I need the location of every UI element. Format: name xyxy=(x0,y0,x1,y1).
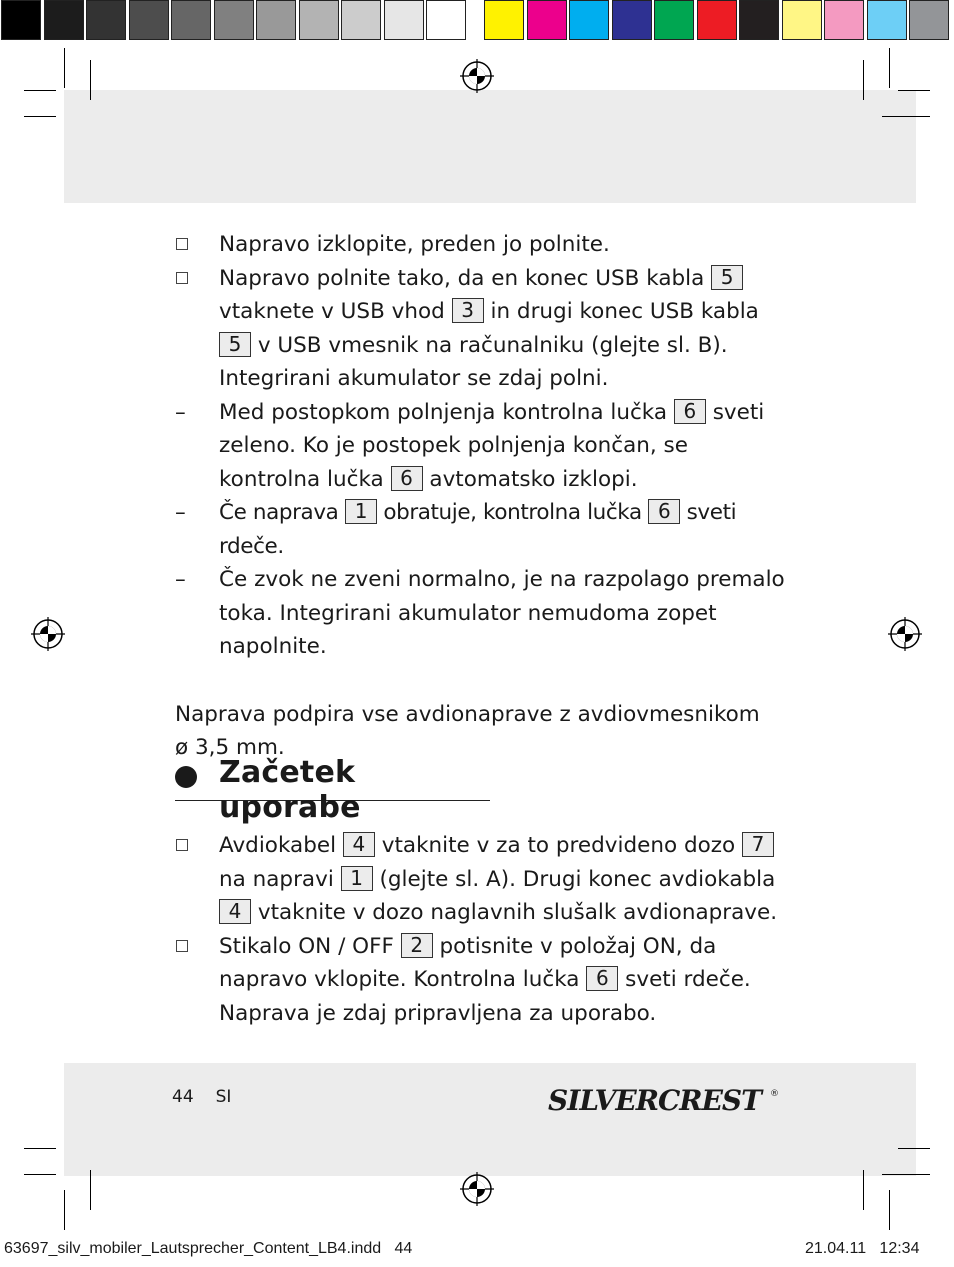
color-swatch xyxy=(824,0,864,40)
color-swatch xyxy=(569,0,609,40)
crop-mark xyxy=(90,1170,91,1210)
part-number: 2 xyxy=(401,933,433,958)
crop-mark xyxy=(898,1148,930,1149)
section-heading xyxy=(175,755,490,825)
crop-mark xyxy=(64,1190,65,1230)
svg-text:®: ® xyxy=(770,1089,779,1099)
part-number: 6 xyxy=(674,399,706,424)
registration-mark-icon xyxy=(888,617,922,651)
language-code: SI xyxy=(215,1087,232,1107)
part-number: 4 xyxy=(219,899,251,924)
part-number: 1 xyxy=(345,499,377,524)
svg-text:SILVERCREST: SILVERCREST xyxy=(548,1084,761,1117)
part-number: 1 xyxy=(341,866,373,891)
date-slug: 21.04.11 12:34 xyxy=(805,1240,920,1257)
crop-mark xyxy=(889,1190,890,1230)
list-item: Avdiokabel 4 vtaknite v za to predvideno dozo 7 na napravi 1 (glejte sl. A). Drugi konec avdiokabla 4 vtaknite v dozo naglavnih slušalk avdionaprave. xyxy=(175,829,785,930)
part-number: 7 xyxy=(742,832,774,857)
color-swatch xyxy=(782,0,822,40)
color-swatch xyxy=(214,0,254,40)
page-footer xyxy=(172,1087,253,1107)
list-item: – Če naprava 1 obratuje, kontrolna lučka 6 sveti rdeče. xyxy=(175,496,785,563)
color-calibration-bar xyxy=(484,0,952,44)
color-swatch xyxy=(384,0,424,40)
color-swatch xyxy=(612,0,652,40)
registration-mark-icon xyxy=(460,1172,494,1206)
section-title: Začetek uporabe xyxy=(219,755,361,825)
checkbox-bullet-icon xyxy=(175,262,205,296)
color-swatch xyxy=(44,0,84,40)
dash-bullet: – xyxy=(175,567,186,592)
color-swatch xyxy=(697,0,737,40)
part-number: 6 xyxy=(586,966,618,991)
color-swatch xyxy=(341,0,381,40)
color-swatch xyxy=(484,0,524,40)
checkbox-bullet-icon xyxy=(175,829,205,863)
list-item: – Če zvok ne zveni normalno, je na razpolago premalo toka. Integrirani akumulator nemudoma zopet napolnite. xyxy=(175,563,785,664)
list-item: Stikalo ON / OFF 2 potisnite v položaj ON, da napravo vklopite. Kontrolna lučka 6 sveti rdeče. Naprava je zdaj pripravljena za uporabo. xyxy=(175,930,785,1031)
color-swatch xyxy=(1,0,41,40)
part-number: 6 xyxy=(391,466,423,491)
crop-mark xyxy=(863,60,864,100)
color-swatch xyxy=(129,0,169,40)
charging-instructions xyxy=(175,228,785,765)
list-item: – Med postopkom polnjenja kontrolna lučka 6 sveti zeleno. Ko je postopek polnjenja končan, se kontrolna lučka 6 avtomatsko izklopi. xyxy=(175,396,785,497)
checkbox-bullet-icon xyxy=(175,930,205,964)
file-slug: 63697_silv_mobiler_Lautsprecher_Content_LB4.indd 44 xyxy=(4,1240,413,1257)
registration-mark-icon xyxy=(460,59,494,93)
color-swatch xyxy=(171,0,211,40)
crop-mark xyxy=(889,48,890,88)
color-swatch xyxy=(654,0,694,40)
crop-mark xyxy=(24,1148,56,1149)
crop-mark xyxy=(90,60,91,100)
color-swatch xyxy=(867,0,907,40)
crop-mark xyxy=(64,48,65,88)
crop-mark xyxy=(882,116,930,117)
footer-band xyxy=(64,1063,916,1176)
registration-mark-icon xyxy=(31,617,65,651)
usage-steps xyxy=(175,829,785,1030)
part-number: 6 xyxy=(648,499,680,524)
part-number: 5 xyxy=(219,332,251,357)
brand-logo xyxy=(548,1078,780,1122)
grey-calibration-bar xyxy=(1,0,469,44)
part-number: 3 xyxy=(452,298,484,323)
bullet-dot-icon xyxy=(175,766,197,788)
color-swatch xyxy=(739,0,779,40)
color-swatch xyxy=(909,0,949,40)
crop-mark xyxy=(24,1174,56,1175)
crop-mark xyxy=(24,116,56,117)
page-number: 44 xyxy=(172,1087,194,1107)
list-item: Napravo polnite tako, da en konec USB kabla 5 vtaknete v USB vhod 3 in drugi konec USB kabla 5 v USB vmesnik na računalniku (glejte sl. B). Integrirani akumulator se zdaj polni. xyxy=(175,262,785,396)
crop-mark xyxy=(882,1174,930,1175)
list-item: Napravo izklopite, preden jo polnite. xyxy=(175,228,785,262)
color-swatch xyxy=(256,0,296,40)
part-number: 4 xyxy=(343,832,375,857)
header-band xyxy=(64,90,916,203)
color-swatch xyxy=(426,0,466,40)
color-swatch xyxy=(527,0,567,40)
checkbox-bullet-icon xyxy=(175,228,205,262)
compatibility-note: Naprava podpira vse avdionaprave z avdiovmesnikom ø 3,5 mm. xyxy=(175,701,760,760)
part-number: 5 xyxy=(711,265,743,290)
silvercrest-logo-icon xyxy=(548,1078,780,1118)
dash-bullet: – xyxy=(175,500,186,525)
crop-mark xyxy=(24,90,56,91)
dash-bullet: – xyxy=(175,399,186,425)
crop-mark xyxy=(898,90,930,91)
color-swatch xyxy=(86,0,126,40)
crop-mark xyxy=(863,1170,864,1210)
color-swatch xyxy=(299,0,339,40)
